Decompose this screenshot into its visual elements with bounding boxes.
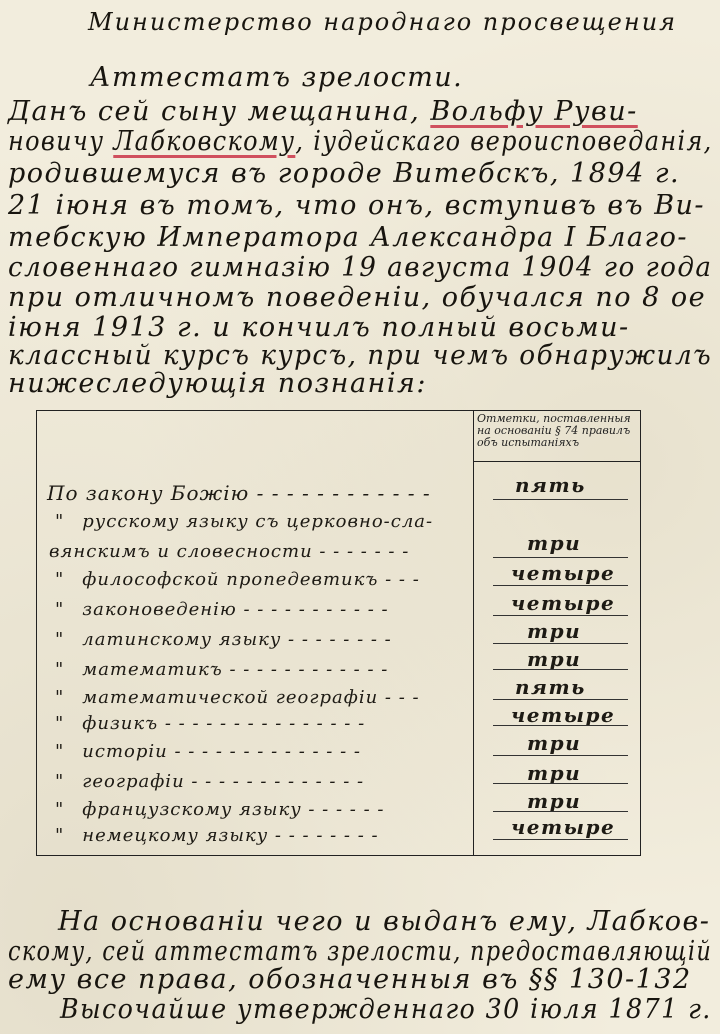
subject-row-3: вянскимъ и словесности - - - - - - -	[49, 541, 410, 562]
grade-row-13: четыре	[511, 815, 616, 839]
subject-row-5-text: законоведенію - - - - - - - - - - -	[82, 599, 389, 620]
subject-row-2	[55, 511, 433, 532]
subject-row-13	[55, 825, 379, 846]
subject-row-4	[55, 569, 420, 590]
grades-table	[36, 410, 641, 856]
grades-column-header: Отметки, поставленныя на основаніи § 74 правилъ объ испытаніяхъ	[477, 412, 631, 449]
intro-line-9: классный курсъ курсъ, при чемъ обнаружилъ	[8, 340, 713, 371]
subject-row-12-text: французскому языку - - - - - -	[82, 799, 385, 820]
grade-row-4: четыре	[511, 561, 616, 585]
grade-row-11: три	[527, 761, 582, 785]
closing-line-3: ему все права, обозначенныя въ §§ 130-132	[8, 964, 692, 995]
ditto-mark: "	[55, 569, 65, 590]
grade-row-5: четыре	[511, 591, 616, 615]
grade-row-10: три	[527, 731, 582, 755]
grade-rule	[493, 585, 628, 586]
subject-row-5	[55, 599, 389, 620]
grade-rule	[493, 725, 628, 726]
subject-row-6	[55, 629, 392, 650]
intro-line-6: словеннаго гимназію 19 августа 1904 го года	[8, 252, 713, 283]
subject-row-1: По закону Божію - - - - - - - - - - - -	[47, 481, 431, 505]
grade-rule	[493, 699, 628, 700]
subject-row-8	[55, 687, 420, 708]
closing-line-4: Высочайше утвержденнаго 30 iюля 1871 г.	[60, 994, 712, 1025]
ditto-mark: "	[55, 659, 65, 680]
ditto-mark: "	[55, 825, 65, 846]
intro-line-8: iюня 1913 г. и кончилъ полный восьми-	[8, 312, 630, 343]
intro-line-5: тебскую Императора Александра I Благо-	[8, 222, 689, 253]
subject-row-8-text: математической географіи - - -	[82, 687, 420, 708]
table-column-divider	[473, 411, 474, 855]
grade-rule	[493, 557, 628, 558]
grade-row-1: пять	[515, 473, 586, 497]
table-header-rule	[473, 461, 640, 462]
grade-row-8: пять	[515, 675, 586, 699]
grade-rule	[493, 811, 628, 812]
grade-row-3: три	[527, 531, 582, 555]
ditto-mark: "	[55, 799, 65, 820]
subject-row-9	[55, 713, 365, 734]
certificate-title: Аттестатъ зрелости.	[90, 62, 464, 93]
grade-rule	[493, 669, 628, 670]
subject-row-11-text: географіи - - - - - - - - - - - - -	[82, 771, 365, 792]
subject-row-12	[55, 799, 384, 820]
grade-row-9: четыре	[511, 703, 616, 727]
subject-row-2-text: русскому языку съ церковно-сла-	[82, 511, 434, 532]
subject-row-9-text: физикъ - - - - - - - - - - - - - - -	[82, 713, 366, 734]
ditto-mark: "	[55, 511, 65, 532]
intro-line-1: Данъ сей сыну мещанина, Вольфу Руви-	[8, 96, 638, 127]
ditto-mark: "	[55, 629, 65, 650]
ministry-header: Министерство народнаго просвещения	[88, 8, 678, 36]
grade-row-6: три	[527, 619, 582, 643]
ditto-mark: "	[55, 599, 65, 620]
intro-line-7: при отличномъ поведеніи, обучался по 8 ое	[8, 282, 707, 313]
closing-line-2: скому, сей аттестатъ зрелости, предоставляющій	[8, 936, 713, 967]
ditto-mark: "	[55, 713, 65, 734]
grade-rule	[493, 783, 628, 784]
ditto-mark: "	[55, 741, 65, 762]
highlighted-name: Лабковскому	[113, 126, 296, 157]
intro-line-2: новичу Лабковскому, iудейскаго вероисповеданія,	[8, 126, 713, 157]
subject-row-4-text: философской пропедевтикъ - - -	[82, 569, 420, 590]
intro-line-3: родившемуся въ городе Витебскъ, 1894 г.	[8, 158, 681, 189]
intro-line-4: 21 iюня въ томъ, что онъ, вступивъ въ Ви-	[8, 190, 706, 221]
ditto-mark: "	[55, 771, 65, 792]
grade-rule	[493, 643, 628, 644]
subject-row-11	[55, 771, 364, 792]
ditto-mark: "	[55, 687, 65, 708]
grade-rule	[493, 615, 628, 616]
grade-rule	[493, 839, 628, 840]
subject-row-10	[55, 741, 361, 762]
grade-row-12: три	[527, 789, 582, 813]
grade-rule	[493, 755, 628, 756]
intro-line-10: нижеследующія познанія:	[8, 368, 427, 399]
subject-row-7	[55, 659, 388, 680]
grade-rule	[493, 499, 628, 500]
closing-line-1: На основаніи чего и выданъ ему, Лабков-	[58, 906, 711, 937]
subject-row-6-text: латинскому языку - - - - - - - -	[82, 629, 392, 650]
subject-row-10-text: исторіи - - - - - - - - - - - - - -	[82, 741, 361, 762]
grade-row-7: три	[527, 647, 582, 671]
highlighted-name: Вольфу Руви-	[430, 96, 638, 127]
subject-row-13-text: немецкому языку - - - - - - - -	[82, 825, 379, 846]
subject-row-7-text: математикъ - - - - - - - - - - - -	[82, 659, 389, 680]
